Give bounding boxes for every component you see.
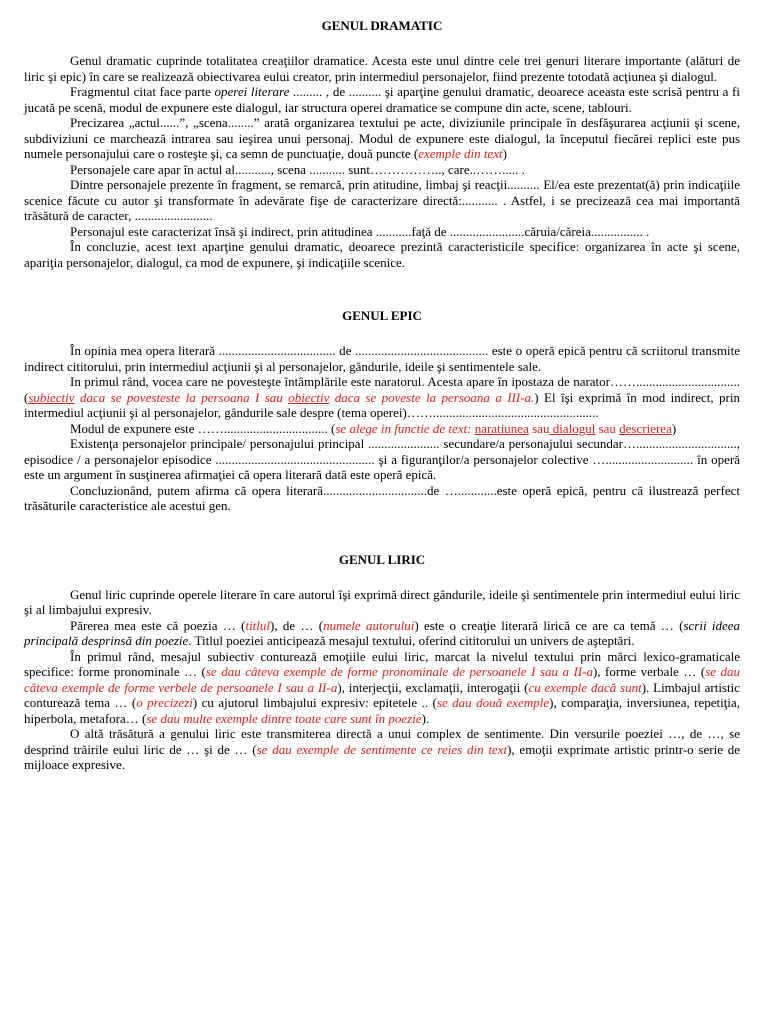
lyric-paragraph-3	[24, 649, 740, 727]
section-title-dramatic: GENUL DRAMATIC	[321, 18, 443, 33]
dramatic-paragraph-1: Genul dramatic cuprinde totalitatea creaţiilor dramatice. Acesta este unul dintre cele trei genuri literare importante (alături de liric şi epic) în care se realizează obiectivarea eului creator, prin intermediul personajelor, fiind prezente totodată acţiunea şi dialogul.	[24, 53, 740, 84]
lyric-paragraph-1: Genul liric cuprinde operele literare în care autorul îşi exprimă direct gândurile, ideile şi sentimentele prin intermediul eului liric şi al limbajului expresiv.	[24, 586, 740, 617]
instruction-note: subiectiv	[28, 389, 75, 405]
dramatic-paragraph-3	[24, 115, 740, 162]
text-segment: ), de … (	[270, 617, 324, 633]
instruction-note: sau	[528, 420, 550, 436]
instruction-note: dialogul	[549, 420, 596, 436]
section-dramatic	[24, 18, 740, 270]
instruction-note: numele autorului	[323, 617, 415, 633]
epic-paragraph-4: Existenţa personajelor principale/ personajului principal ...................... secundare/a personajului secundar…..............................., episodice / a personajelor episodice ................................................. şi a figuranţilor/a personajelor colective …........................... în operă este un argument în susţinerea afirmaţiei că opera literară dată este operă epică.	[24, 436, 740, 482]
section-lyric	[24, 552, 740, 773]
instruction-note: cu exemple dacă sunt	[528, 679, 642, 695]
text-segment: ), interjecţii, exclamaţii, interogaţii (	[337, 679, 529, 695]
epic-paragraph-1: În opinia mea opera literară .................................... de ......................................... este o operă epică pentru că scriitorul transmite indirect cititorului, prin intermediul acţiunii şi al personajelor, gândurile, ideile şi sentimentele sale.	[24, 343, 740, 374]
lyric-paragraph-2	[24, 618, 740, 649]
dramatic-paragraph-6: Personajul este caracterizat însă şi indirect, prin atitudinea ...........faţă de .......................căruia/căreia................ .	[70, 223, 650, 239]
epic-paragraph-3	[24, 421, 740, 437]
instruction-note: se dau câteva exemple de forme verbele de persoanele I sau a II-a	[24, 664, 740, 695]
text-segment: ) este o creaţie literară lirică ce are ca temă … (	[414, 617, 684, 633]
epic-paragraph-2	[24, 374, 740, 421]
text-segment: ). Limbajul artistic conturează tema … (	[24, 679, 740, 710]
dramatic-paragraph-2	[24, 84, 740, 115]
text-segment: În primul rând, mesajul subiectiv conturează emoţiile eului liric, marcat la nivelul textului prin mărci lexico-gramaticale specifice: forme pronominale … (	[24, 648, 740, 679]
section-title-epic: GENUL EPIC	[342, 308, 422, 323]
text-segment: )	[671, 420, 677, 436]
text-segment: ).	[421, 710, 430, 726]
text-segment: . Titlul poeziei anticipează mesajul textului, oferind cititorului un univers de aşteptări.	[188, 633, 635, 648]
instruction-note: descrierea	[619, 420, 672, 436]
dramatic-paragraph-7: În concluzie, acest text aparţine genului dramatic, deoarece prezintă caracteristicile specifice: organizarea în acte şi scene, apariţia personajelor, dialogul, ca mod de expunere, şi indicaţiile scenice.	[24, 239, 740, 270]
italic-segment: operei literare	[214, 84, 290, 99]
instruction-note: se dau multe exemple dintre toate care sunt în poezie	[146, 710, 422, 726]
dramatic-paragraph-5: Dintre personajele prezente în fragment, se remarcă, prin atitudine, limbaj şi reacţii.......... El/ea este prezentat(ă) prin indicaţiile scenice făcute cu autor şi transformate în adevărate fişe de caracterizare directă:........... . Astfel, i se precizează cea mai importantă trăsătură de caracter, ........................	[24, 177, 740, 223]
text-segment: ) cu ajutorul limbajului expresiv: epitetele .. (	[192, 695, 437, 710]
dramatic-paragraph-4: Personajele care apar în actul al..........., scena ........... sunt…………….., care..……..... .	[70, 161, 525, 177]
text-segment: Fragmentul citat face parte	[70, 84, 215, 99]
instruction-note: se dau exemple de sentimente ce reies din text	[256, 741, 508, 757]
instruction-note: o precizezi	[136, 695, 193, 710]
section-epic	[24, 308, 740, 514]
text-segment: ) El îşi exprimă în mod indirect, prin intermediul acţiunii şi al personajelor, gândurile sale despre (tema operei)……...................................................	[24, 389, 740, 420]
italic-segment: scrii ideea principală desprinsă din poezie	[24, 617, 741, 648]
lyric-paragraph-4	[24, 726, 740, 773]
epic-paragraph-5: Concluzionând, putem afirma că opera literară................................de …............este operă epică, pentru că ilustrează perfect trăsăturile caracteristice ale acestui gen.	[24, 482, 740, 513]
instruction-note: se alege in functie de text:	[335, 420, 472, 436]
text-segment: O altă trăsătură a genului liric este transmiterea directă a unui complex de sentimente. Din versurile poeziei …, de …, se desprind trăirile eului liric de … şi de … (	[24, 726, 740, 757]
instruction-note: sau	[595, 420, 616, 436]
text-segment: ......... , de .......... şi aparţine genului dramatic, deoarece aceasta este scrisă pentru a fi jucată pe scenă, modul de expunere este dialogul, iar structura operei dramatice se compune din acte, scene, tablouri.	[24, 84, 740, 115]
instruction-note: se dau câteva exemple de forme pronominale de persoanele I sau a II-a	[205, 664, 593, 679]
text-segment: )	[502, 146, 508, 161]
instruction-note: se dau două exemple	[436, 695, 550, 710]
text-segment: Precizarea „actul......”, „scena........” arată organizarea textului pe acte, diviziunile principale în desfăşurarea acţiunii şi scene, subdiviziuni ce marchează intrarea sau ieşirea unui personaj. Modul de expunere este dialogul, la începutul fiecărei replici este pus numele personajului care o rosteşte şi, ca semn de punctuaţie, două puncte (	[24, 115, 740, 161]
section-title-lyric: GENUL LIRIC	[338, 551, 426, 567]
instruction-note: daca se poveste la persoana a III-a.	[329, 389, 535, 405]
instruction-note: exemple din text	[418, 146, 503, 161]
instruction-note: naratiunea	[474, 420, 529, 436]
text-segment: ), emoţii exprimate artistic printr-o serie de mijloace expresive.	[24, 741, 740, 772]
instruction-note: daca se povesteste la persoana I sau	[74, 389, 289, 405]
instruction-note: titlul	[245, 617, 271, 633]
text-segment: ), forme verbale … (	[592, 664, 706, 679]
text-segment: In primul rând, vocea care ne povesteşte întâmplările este naratorul. Acesta apare în ipostaza de narator……................................(	[24, 374, 740, 405]
text-segment: ), comparaţia, inversiunea, repetiţia, hiperbola, metafora… (	[24, 695, 740, 726]
instruction-note: obiectiv	[288, 389, 330, 405]
text-segment: Modul de expunere este ……................................ (	[70, 420, 336, 436]
text-segment: Părerea mea este că poezia … (	[70, 617, 246, 633]
